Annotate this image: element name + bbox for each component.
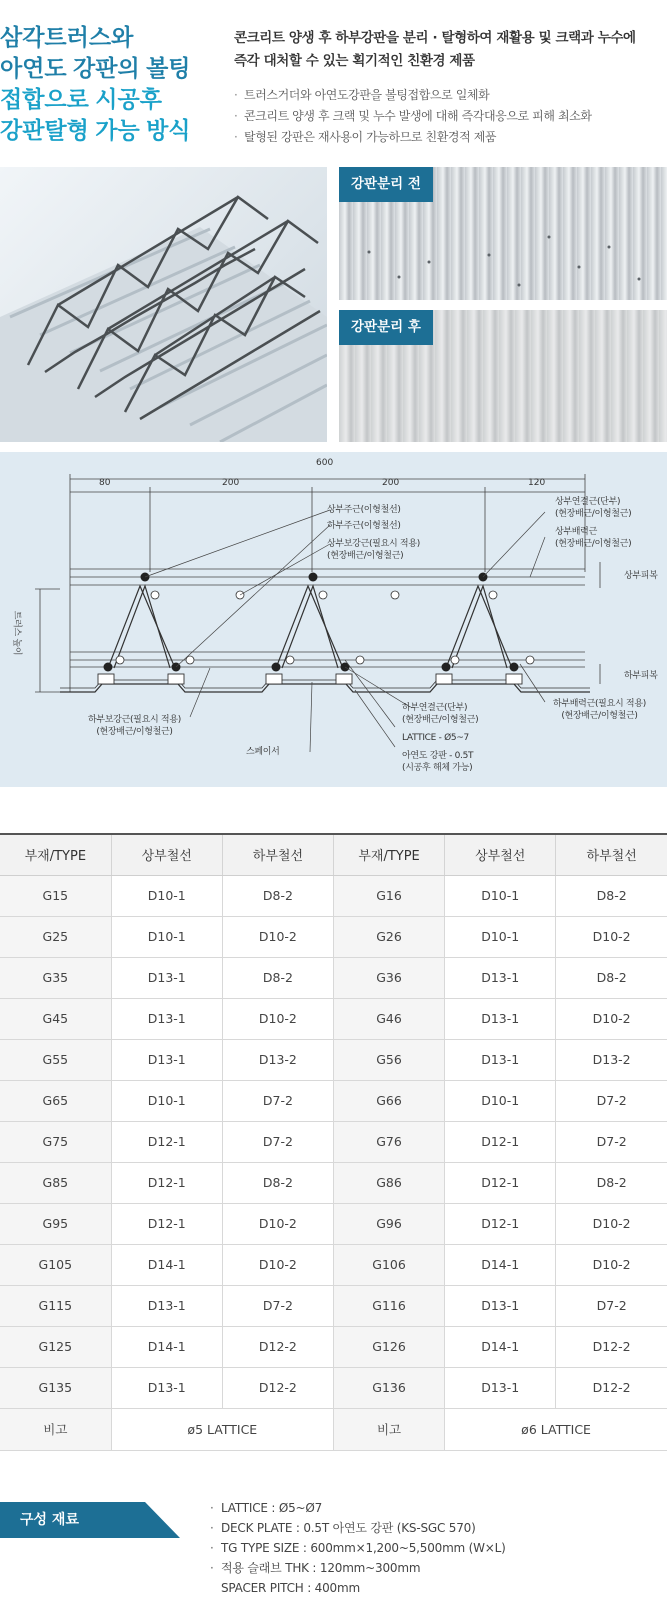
wire-cell: D13-1 <box>445 957 556 998</box>
header-bottom-wire-right: 하부철선 <box>556 834 667 875</box>
wire-cell: D13-2 <box>556 1039 667 1080</box>
wire-cell: D10-2 <box>222 916 333 957</box>
wire-cell: D8-2 <box>556 875 667 916</box>
wire-cell: D10-1 <box>445 1080 556 1121</box>
wire-cell: D10-2 <box>222 1244 333 1285</box>
wire-cell: D7-2 <box>222 1080 333 1121</box>
type-cell: G116 <box>333 1285 444 1326</box>
wire-cell: D8-2 <box>222 875 333 916</box>
label-deck-plate <box>402 750 473 774</box>
headline-line-2: 아연도 강판의 볼팅 <box>0 55 191 81</box>
wire-cell: D8-2 <box>556 957 667 998</box>
wire-cell: D12-2 <box>556 1326 667 1367</box>
table-row <box>0 1121 667 1162</box>
wire-cell: D10-2 <box>556 998 667 1039</box>
dim-total: 600 <box>316 458 334 468</box>
feature-text: 콘크리트 양생 후 크랙 및 누수 발생에 대해 즉각대응으로 피해 최소화 <box>244 109 592 123</box>
type-cell: G66 <box>333 1080 444 1121</box>
material-item <box>210 1558 506 1578</box>
headline-line-3: 접합으로 시공후 <box>0 86 162 112</box>
table-row <box>0 1162 667 1203</box>
wire-cell: D7-2 <box>222 1285 333 1326</box>
note-label-right: 비고 <box>333 1408 444 1450</box>
before-label: 강판분리 전 <box>339 167 433 202</box>
label-top-cover: 상부피복 <box>624 571 658 581</box>
truss-deck-photo <box>0 167 327 442</box>
label-line: (현장배근/이형철근) <box>402 715 479 725</box>
wire-cell: D12-1 <box>111 1162 222 1203</box>
table-row <box>0 1080 667 1121</box>
label-top-main-bar: 상부주근(이형철선) <box>327 505 401 515</box>
wire-cell: D12-1 <box>111 1121 222 1162</box>
wire-cell: D14-1 <box>111 1244 222 1285</box>
truss-deck-illustration <box>0 167 327 442</box>
material-text: DECK PLATE : 0.5T 아연도 강판 (KS-SGC 570) <box>221 1521 476 1535</box>
table-row <box>0 1244 667 1285</box>
materials-list <box>210 1498 506 1598</box>
table-row <box>0 1367 667 1408</box>
wire-cell: D8-2 <box>556 1162 667 1203</box>
label-line: (현장배근/이형철근) <box>555 539 632 549</box>
wire-cell: D10-1 <box>445 916 556 957</box>
label-line: (현장배근/이형철근) <box>327 551 404 561</box>
bullet-icon: · <box>234 88 238 102</box>
intro <box>234 27 664 148</box>
label-line: (시공후 해체 가능) <box>402 763 473 773</box>
material-text: 적용 슬래브 THK : 120mm~300mm <box>221 1561 421 1575</box>
type-cell: G16 <box>333 875 444 916</box>
table-row <box>0 957 667 998</box>
label-spacer: 스페이서 <box>246 747 280 757</box>
label-lattice: LATTICE - Ø5~7 <box>402 733 469 743</box>
wire-cell: D12-1 <box>445 1203 556 1244</box>
type-cell: G135 <box>0 1367 111 1408</box>
label-line: 상부배력근 <box>555 527 597 537</box>
feature-item <box>234 85 664 106</box>
table-row <box>0 1203 667 1244</box>
wire-cell: D10-2 <box>222 1203 333 1244</box>
bullet-icon: · <box>210 1521 214 1535</box>
wire-cell: D14-1 <box>445 1326 556 1367</box>
lead-text <box>234 27 664 73</box>
material-item <box>210 1498 506 1518</box>
table-row <box>0 1039 667 1080</box>
type-cell: G136 <box>333 1367 444 1408</box>
headline-line-4: 강판탈형 가능 방식 <box>0 117 191 143</box>
dim-200-a: 200 <box>222 478 240 488</box>
wire-cell: D12-2 <box>222 1326 333 1367</box>
label-line: 아연도 강판 - 0.5T <box>402 751 474 761</box>
type-cell: G46 <box>333 998 444 1039</box>
type-cell: G65 <box>0 1080 111 1121</box>
wire-cell: D8-2 <box>222 957 333 998</box>
lead-line-1: 콘크리트 양생 후 하부강판을 분리 · 탈형하여 재활용 및 크랙과 누수에 <box>234 30 636 46</box>
materials-section <box>0 1498 667 1598</box>
type-cell: G25 <box>0 916 111 957</box>
label-line: 하부보강근(필요시 적용) <box>88 715 181 725</box>
material-item <box>210 1538 506 1558</box>
wire-cell: D8-2 <box>222 1162 333 1203</box>
section-diagram <box>0 452 667 787</box>
note-left: ø5 LATTICE <box>111 1408 333 1450</box>
wire-cell: D7-2 <box>222 1121 333 1162</box>
wire-cell: D10-1 <box>111 916 222 957</box>
bullet-icon: · <box>234 130 238 144</box>
header-top-wire-right: 상부철선 <box>445 834 556 875</box>
label-top-reinforce <box>327 538 420 562</box>
label-bottom-cover: 하부피복 <box>624 671 658 681</box>
wire-cell: D13-1 <box>445 1039 556 1080</box>
table-body <box>0 875 667 1450</box>
dim-200-b: 200 <box>382 478 400 488</box>
wire-cell: D7-2 <box>556 1080 667 1121</box>
type-cell: G125 <box>0 1326 111 1367</box>
header-bottom-wire-left: 하부철선 <box>222 834 333 875</box>
table-row <box>0 1285 667 1326</box>
wire-cell: D10-2 <box>556 1203 667 1244</box>
label-line: (현장배근/이형철근) <box>96 727 173 737</box>
label-line: 상부연결근(단부) <box>555 497 621 507</box>
table-note-row <box>0 1408 667 1450</box>
material-item-continuation: SPACER PITCH : 400mm <box>221 1581 360 1595</box>
type-cell: G96 <box>333 1203 444 1244</box>
type-cell: G75 <box>0 1121 111 1162</box>
type-cell: G55 <box>0 1039 111 1080</box>
type-cell: G45 <box>0 998 111 1039</box>
wire-cell: D13-1 <box>445 1367 556 1408</box>
label-line: (현장배근/이형철근) <box>561 711 638 721</box>
wire-cell: D10-2 <box>222 998 333 1039</box>
photo-section <box>0 167 667 442</box>
wire-cell: D12-2 <box>222 1367 333 1408</box>
materials-title: 구성 재료 <box>20 1512 79 1528</box>
bullet-icon: · <box>210 1541 214 1555</box>
after-label: 강판분리 후 <box>339 310 433 345</box>
deck-after-photo <box>339 310 667 442</box>
type-cell: G115 <box>0 1285 111 1326</box>
wire-cell: D14-1 <box>445 1244 556 1285</box>
wire-cell: D10-2 <box>556 916 667 957</box>
headline <box>0 22 191 146</box>
feature-text: 탈형된 강판은 재사용이 가능하므로 친환경적 제품 <box>244 130 497 144</box>
header-type-left: 부재/TYPE <box>0 834 111 875</box>
label-line: 하부배력근(필요시 적용) <box>553 699 646 709</box>
wire-cell: D13-2 <box>222 1039 333 1080</box>
header-top-wire-left: 상부철선 <box>111 834 222 875</box>
wire-cell: D13-1 <box>445 1285 556 1326</box>
label-bottom-reinforce <box>88 714 181 738</box>
type-cell: G95 <box>0 1203 111 1244</box>
spec-table <box>0 833 667 1451</box>
type-cell: G26 <box>333 916 444 957</box>
wire-cell: D14-1 <box>111 1326 222 1367</box>
label-bottom-connector <box>402 702 478 726</box>
materials-title-tag <box>0 1502 180 1538</box>
wire-cell: D7-2 <box>556 1285 667 1326</box>
wire-cell: D13-1 <box>111 1367 222 1408</box>
table-row <box>0 1326 667 1367</box>
label-line: 하부연결근(단부) <box>402 703 468 713</box>
header-type-right: 부재/TYPE <box>333 834 444 875</box>
type-cell: G36 <box>333 957 444 998</box>
label-line: 상부보강근(필요시 적용) <box>327 539 420 549</box>
wire-cell: D13-1 <box>111 1039 222 1080</box>
note-right: ø6 LATTICE <box>445 1408 667 1450</box>
wire-cell: D13-1 <box>445 998 556 1039</box>
deck-before-photo <box>339 167 667 300</box>
type-cell: G76 <box>333 1121 444 1162</box>
wire-cell: D7-2 <box>556 1121 667 1162</box>
lead-line-2: 즉각 대처할 수 있는 획기적인 친환경 제품 <box>234 53 475 69</box>
label-bottom-distribution <box>553 698 646 722</box>
feature-item <box>234 106 664 127</box>
feature-text: 트러스거더와 아연도강판을 볼팅접합으로 일체화 <box>244 88 490 102</box>
type-cell: G15 <box>0 875 111 916</box>
feature-list <box>234 85 664 148</box>
wire-cell: D13-1 <box>111 1285 222 1326</box>
wire-cell: D10-1 <box>111 875 222 916</box>
header <box>0 0 667 160</box>
wire-cell: D12-2 <box>556 1367 667 1408</box>
table-row <box>0 875 667 916</box>
feature-item <box>234 127 664 148</box>
bullet-icon: · <box>210 1561 214 1575</box>
table-row <box>0 916 667 957</box>
type-cell: G85 <box>0 1162 111 1203</box>
table-header-row <box>0 834 667 875</box>
wire-cell: D12-1 <box>445 1121 556 1162</box>
dim-120: 120 <box>528 478 546 488</box>
wire-cell: D10-2 <box>556 1244 667 1285</box>
bullet-icon: · <box>210 1501 214 1515</box>
headline-line-1: 삼각트러스와 <box>0 24 134 50</box>
label-bottom-main-bar: 하부주근(이형철선) <box>327 521 401 531</box>
material-text: TG TYPE SIZE : 600mm×1,200~5,500mm (W×L) <box>221 1541 506 1555</box>
wire-cell: D13-1 <box>111 957 222 998</box>
label-top-connector <box>555 496 631 520</box>
material-text: LATTICE : Ø5~Ø7 <box>221 1501 323 1515</box>
type-cell: G86 <box>333 1162 444 1203</box>
label-top-distribution <box>555 526 631 550</box>
bullet-icon: · <box>234 109 238 123</box>
type-cell: G106 <box>333 1244 444 1285</box>
wire-cell: D12-1 <box>111 1203 222 1244</box>
dim-80: 80 <box>99 478 111 488</box>
label-truss-height: 트러스 높이 <box>11 610 22 656</box>
wire-cell: D13-1 <box>111 998 222 1039</box>
wire-cell: D10-1 <box>111 1080 222 1121</box>
table-row <box>0 998 667 1039</box>
wire-cell: D12-1 <box>445 1162 556 1203</box>
type-cell: G126 <box>333 1326 444 1367</box>
label-line: (현장배근/이형철근) <box>555 509 632 519</box>
wire-cell: D10-1 <box>445 875 556 916</box>
type-cell: G56 <box>333 1039 444 1080</box>
type-cell: G35 <box>0 957 111 998</box>
type-cell: G105 <box>0 1244 111 1285</box>
material-item <box>210 1518 506 1538</box>
note-label-left: 비고 <box>0 1408 111 1450</box>
